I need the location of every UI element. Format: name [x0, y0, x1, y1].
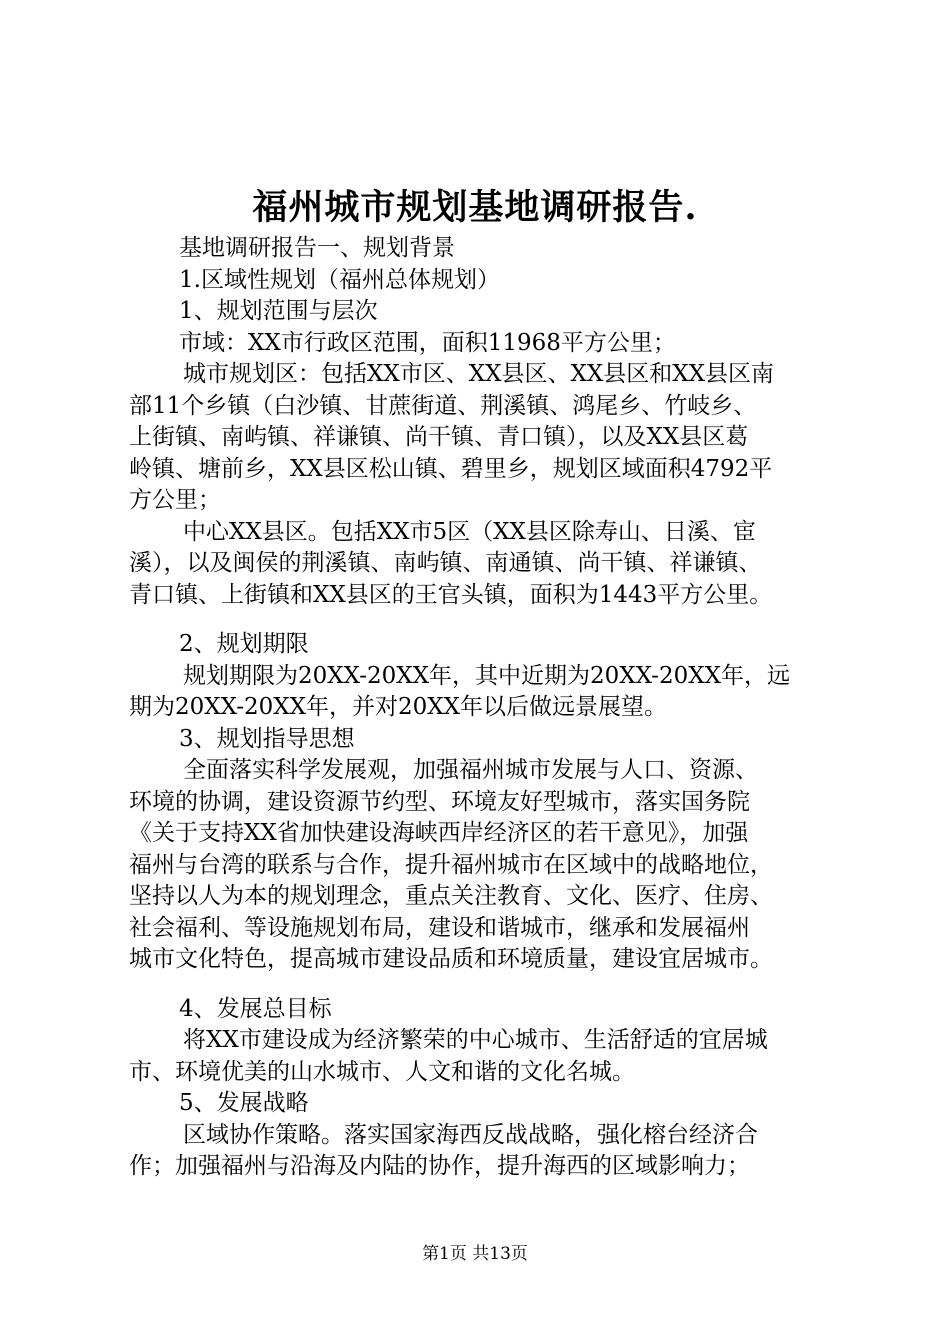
subsection-heading: 3、规划指导思想: [179, 725, 355, 752]
paragraph-line: 将XX市建设成为经济繁荣的中心城市、生活舒适的宜居城: [183, 1027, 768, 1053]
paragraph-line: 部11个乡镇（白沙镇、甘蔗街道、荆溪镇、鸿尾乡、竹岐乡、: [129, 392, 757, 419]
paragraph-line: 岭镇、塘前乡，XX县区松山镇、碧里乡，规划区域面积4792平: [129, 455, 773, 482]
paragraph-line: 区域协作策略。落实国家海西反战战略，强化榕台经济合: [183, 1121, 758, 1148]
page-footer: 第1页 共13页: [422, 1244, 528, 1264]
subsection-heading: 5、发展战略: [179, 1090, 309, 1116]
document-body: [129, 233, 851, 1183]
paragraph-line: 福州与台湾的联系与合作，提升福州城市在区域中的战略地位，: [129, 851, 773, 878]
subsection-heading: 1.区域性规划（福州总体规划）: [179, 266, 500, 293]
document-title: 福州城市规划基地调研报告.: [252, 187, 698, 228]
paragraph-line: 市、环境优美的山水城市、人文和谐的文化名城。: [129, 1058, 635, 1085]
paragraph-line: 城市规划区：包括XX市区、XX县区、XX县区和XX县区南: [183, 361, 774, 387]
paragraph-line: 青口镇、上街镇和XX县区的王官头镇，面积为1443平方公里。: [129, 581, 773, 608]
subsection-heading: 4、发展总目标: [179, 995, 332, 1022]
paragraph-line: 规划期限为20XX-20XX年，其中近期为20XX-20XX年，远: [183, 662, 790, 689]
paragraph-line: 方公里；: [129, 487, 221, 513]
subsection-heading: 2、规划期限: [179, 631, 309, 657]
paragraph-gap: [129, 976, 851, 994]
paragraph-line: 期为20XX-20XX年，并对20XX年以后做远景展望。: [129, 694, 667, 720]
paragraph-line: 作；加强福州与沿海及内陆的协作，提升海西的区域影响力；: [129, 1153, 750, 1179]
paragraph-gap: [129, 611, 851, 629]
subsection-heading: 1、规划范围与层次: [179, 298, 378, 324]
section-heading: 基地调研报告一、规划背景: [179, 235, 455, 261]
paragraph-line: 社会福利、等设施规划布局，建设和谐城市，继承和发展福州: [129, 914, 750, 941]
paragraph-line: 市域：XX市行政区范围，面积11968平方公里；: [179, 329, 676, 356]
paragraph-line: 城市文化特色，提高城市建设品质和环境质量，建设宜居城市。: [129, 946, 773, 972]
paragraph-line: 《关于支持XX省加快建设海峡西岸经济区的若干意见》，加强: [129, 820, 749, 846]
paragraph-line: 全面落实科学发展观，加强福州城市发展与人口、资源、: [183, 757, 758, 783]
paragraph-line: 中心XX县区。包括XX市5区（XX县区除寿山、日溪、宦: [183, 518, 756, 545]
paragraph-line: 上街镇、南屿镇、祥谦镇、尚干镇、青口镇），以及XX县区葛: [129, 424, 749, 450]
paragraph-line: 环境的协调，建设资源节约型、环境友好型城市，落实国务院: [129, 788, 750, 815]
paragraph-line: 溪），以及闽侯的荆溪镇、南屿镇、南通镇、尚干镇、祥谦镇、: [129, 550, 762, 576]
paragraph-line: 坚持以人为本的规划理念，重点关注教育、文化、医疗、住房、: [129, 883, 773, 909]
